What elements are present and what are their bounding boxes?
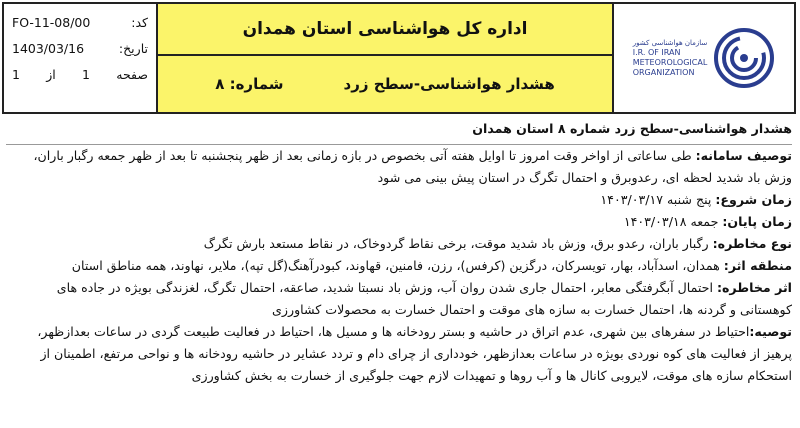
system-description-text: طی ساعاتی از اواخر وقت امروز تا اوایل هفته آتی بخصوص در بازه زمانی بعد از ظهر پنجشنبه تا بعد از ظهر جمعه رگبار باران، وزش باد شدید لحظه ای، رعدوبرق و احتمال تگرگ در استان پیش بینی می شود [33,148,792,185]
end-time [6,211,792,233]
logo-en-line-1: I.R. OF IRAN [632,48,681,57]
warning-title-row [158,56,612,112]
hazard-type [6,233,792,255]
warning-title: هشدار هواشناسی-سطح زرد [343,75,555,93]
start-time [6,189,792,211]
page-label: صفحه [116,67,148,82]
warning-number: شماره: ۸ [215,75,284,93]
end-time-label: زمان پایان: [722,214,792,229]
page-total: 1 [12,67,20,82]
document-meta [4,4,158,112]
recommendations [6,321,792,387]
date-row [12,36,148,62]
start-time-label: زمان شروع: [715,192,792,207]
affected-area-label: منطقه اثر: [723,258,792,273]
system-description [6,145,792,189]
date-value: 1403/03/16 [12,41,85,56]
hazard-impact-text: احتمال آبگرفتگی معابر، احتمال جاری شدن روان آب، وزش باد نسبتا شدید، صاعقه، احتمال تگرگ، لغزندگی بویژه در جاده های کوهستانی و گردنه ها، احتمال خسارت به سازه های موقت و احتمال خسارت به محصولات کشاورزی [56,280,792,317]
title-block [158,4,614,112]
document-body [6,118,792,387]
document-header [2,2,796,114]
logo-en-line-3: ORGANIZATION [632,68,695,77]
page-row [12,62,148,88]
page-of: از [46,67,56,82]
organization-logo [614,4,794,112]
code-value: FO-11-08/00 [12,15,91,30]
logo-fa-text: سازمان هواشناسی کشور [632,39,708,47]
affected-area [6,255,792,277]
code-label: کد: [131,15,148,30]
affected-area-text: همدان، اسدآباد، بهار، تویسرکان، درگزین (کرفس)، رزن، فامنین، قهاوند، کبودرآهنگ(گل تپه)، ملایر، نهاوند، همه مناطق استان [71,258,724,273]
end-time-value: جمعه ۱۴۰۳/۰۳/۱۸ [623,214,723,229]
start-time-value: پنج شنبه ۱۴۰۳/۰۳/۱۷ [600,192,716,207]
hazard-impact [6,277,792,321]
hazard-impact-label: اثر مخاطره: [716,280,792,295]
meteorological-logo-icon [713,27,775,89]
recommendations-text: احتیاط در سفرهای بین شهری، عدم اتراق در حاشیه و بستر رودخانه ها و مسیل ها، احتیاط در فعالیت طبیعت گردی در ساعات بعدازظهر، پرهیز از فعالیت های کوه نوردی بویژه در ساعات بعدازظهر، خودداری از چرای دام و تردد عشایر در حاشیه رودخانه ها و نواحی مرتفع، اطمینان از استحکام سازه های موقت، لایروبی کانال ها و آب روها و تمهیدات لازم جهت جلوگیری از خسارت به بخش کشاورزی [37,324,792,383]
logo-en-line-2: METEOROLOGICAL [632,58,708,67]
hazard-type-label: نوع مخاطره: [712,236,792,251]
date-label: تاریخ: [118,41,148,56]
code-row [12,10,148,36]
org-title: اداره کل هواشناسی استان همدان [158,4,612,56]
page-current: 1 [82,67,90,82]
logo-text [633,38,708,78]
hazard-type-text: رگبار باران، رعدو برق، وزش باد شدید موقت، برخی نقاط گردوخاک، در نقاط مستعد بارش تگرگ [203,236,713,251]
recommendations-label: توصیه: [749,324,792,339]
warning-heading: هشدار هواشناسی-سطح زرد شماره ۸ استان همدان [6,118,792,145]
system-description-label: توصیف سامانه: [695,148,792,163]
